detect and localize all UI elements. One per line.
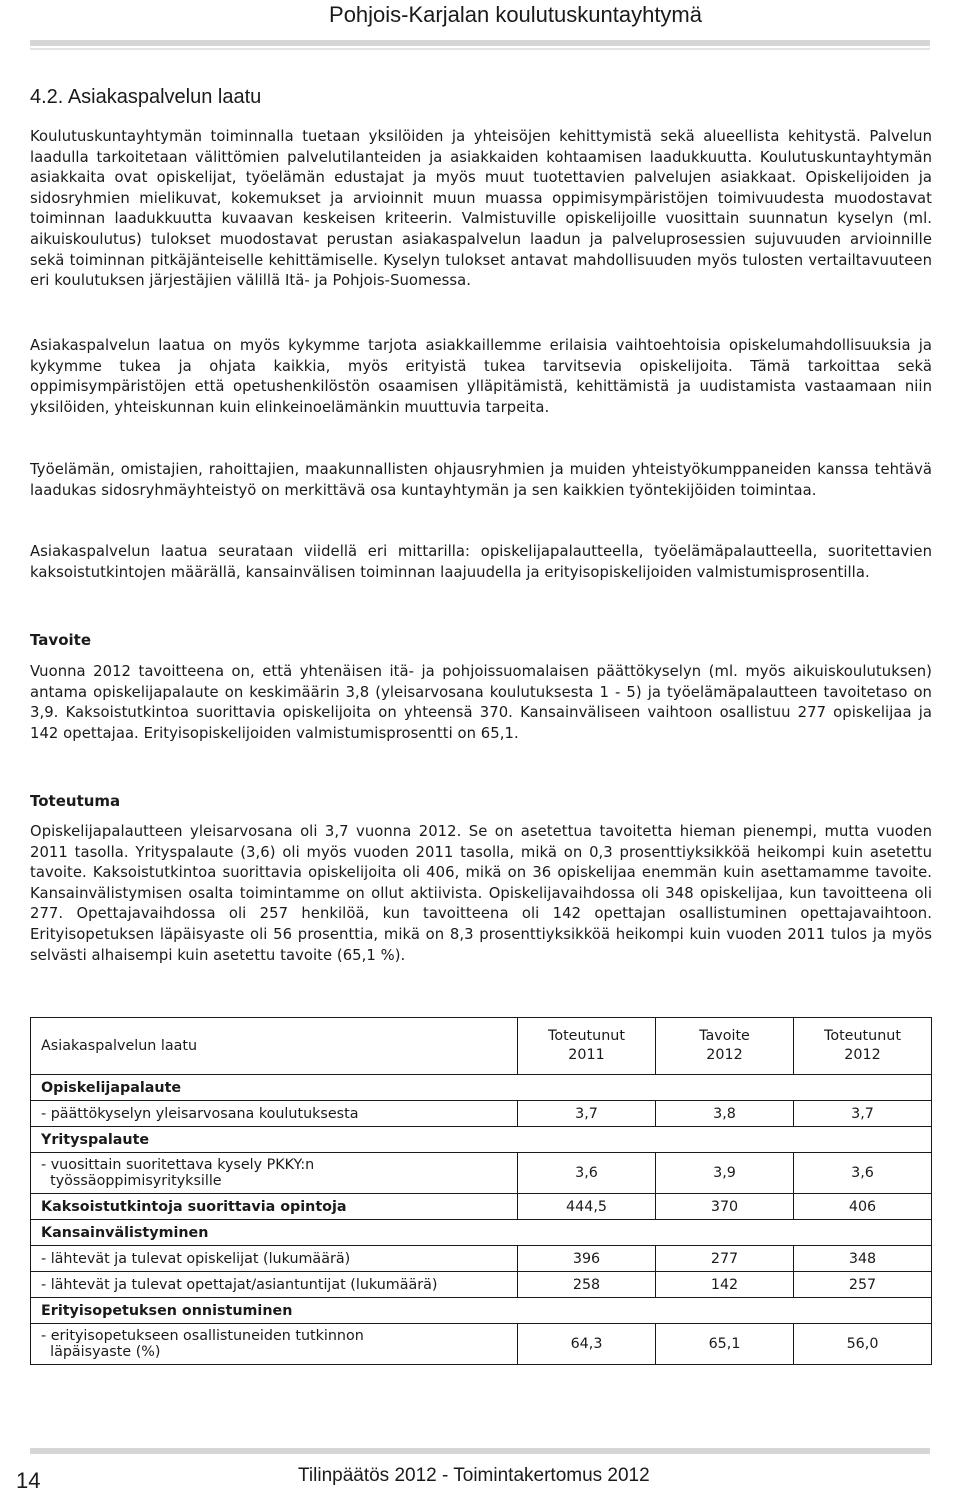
paragraph-indicators: Asiakaspalvelun laatua seurataan viidellä eri mittarilla: opiskelijapalautteella, työelämäpalautteella, suoritettavien kaksoistutkintojen määrällä, kansainvälisen toiminnan laajuudella ja erityisopiskelijoiden valmistumisprosentilla. [30,543,932,581]
row-label: - päättökyselyn yleisarvosana koulutuksesta [31,1101,518,1127]
cell-value: 3,7 [518,1101,656,1127]
row-label: - vuosittain suoritettava kysely PKKY:n työssäoppimisyrityksille [31,1153,518,1194]
header-divider-secondary [30,48,930,50]
cell-value: 3,6 [518,1153,656,1194]
cell-value: 142 [656,1272,794,1298]
cell-value: 277 [656,1246,794,1272]
cell-value: 348 [794,1246,932,1272]
table-row [31,1101,932,1127]
group-label: Erityisopetuksen onnistuminen [31,1298,932,1324]
cell-value: 258 [518,1272,656,1298]
row-label: - erityisopetukseen osallistuneiden tutkinnon läpäisyaste (%) [31,1324,518,1365]
cell-value: 64,3 [518,1324,656,1365]
table-group-row [31,1298,932,1324]
tavoite-heading: Tavoite [30,631,91,649]
row-label: Kaksoistutkintoja suorittavia opintoja [31,1194,518,1220]
customer-service-quality-table [30,1017,932,1365]
cell-value: 56,0 [794,1324,932,1365]
cell-value: 257 [794,1272,932,1298]
cell-value: 370 [656,1194,794,1220]
paragraph-stakeholders: Työelämän, omistajien, rahoittajien, maakunnallisten ohjausryhmien ja muiden yhteistyökumppaneiden kanssa tehtävä laadukas sidosryhmäyhteistyö on merkittävä osa kuntayhtymän ja sen kaikkien työntekijöiden toimintaa. [30,461,932,499]
header-col-toteutunut-2011: Toteutunut 2011 [518,1018,656,1075]
footer-title: Tilinpäätös 2012 - Toimintakertomus 2012 [298,1465,650,1486]
group-label: Kansainvälistyminen [31,1220,932,1246]
row-label: - lähtevät ja tulevat opiskelijat (lukumäärä) [31,1246,518,1272]
group-label: Opiskelijapalaute [31,1075,932,1101]
paragraph-customer-service: Asiakaspalvelun laatua on myös kykymme tarjota asiakkaillemme erilaisia vaihtoehtoisia opiskelumahdollisuuksia ja kykymme tukea ja ohjata kaikkia, myös erityistä tukea tarvitsevia opiskelijoita. Tämä tarkoittaa sekä oppimisympäristöjen että opetushenkilöstön osaamisen ylläpitämistä, kehittämistä ja uudistamista vastaamaan niin yksilöiden, yhteiskunnan kuin elinkeinoelämänkin muuttuvia tarpeita. [30,337,932,416]
cell-value: 396 [518,1246,656,1272]
table-group-row [31,1220,932,1246]
cell-value: 3,7 [794,1101,932,1127]
row-label: - lähtevät ja tulevat opettajat/asiantuntijat (lukumäärä) [31,1272,518,1298]
toteutuma-heading: Toteutuma [30,792,121,810]
table-row [31,1246,932,1272]
footer-divider [30,1448,930,1454]
table-row [31,1153,932,1194]
paragraph-intro: Koulutuskuntayhtymän toiminnalla tuetaan yksilöiden ja yhteisöjen kehittymistä sekä alueellista kehitystä. Palvelun laadulla tarkoitetaan välittömien palvelutilanteiden ja asiakkaiden kohtaamisen laadukkuutta. Koulutuskuntayhtymän asiakkaita ovat opiskelijat, työelämän edustajat ja myös muut tuotettavien palvelujen asiakkaat. Opiskelijoiden ja sidosryhmien mielikuvat, kokemukset ja arvioinnit muun muassa oppimisympäristöjen toimivuudesta muodostavat toiminnan laadukkuutta kuvaavan keskeisen kriteerin. Valmistuville opiskelijoille vuosittain suunnatun kyselyn (ml. aikuiskoulutus) tulokset muodostavat perustan asiakaspalvelun laadun ja palveluprosessien sujuvuuden arvioinnille sekä toiminnan pitkäjänteiselle kehittämiselle. Kyselyn tulokset antavat mahdollisuuden myös tulosten vertailtavuuteen eri koulutuksen järjestäjien välillä Itä- ja Pohjois-Suomessa. [30,128,932,290]
table-row [31,1272,932,1298]
cell-value: 444,5 [518,1194,656,1220]
cell-value: 3,8 [656,1101,794,1127]
header-col-tavoite-2012: Tavoite 2012 [656,1018,794,1075]
page-number: 14 [16,1468,41,1493]
table-group-row [31,1127,932,1153]
cell-value: 3,9 [656,1153,794,1194]
cell-value: 406 [794,1194,932,1220]
table-row [31,1324,932,1365]
toteutuma-text: Opiskelijapalautteen yleisarvosana oli 3,7 vuonna 2012. Se on asetettua tavoitetta hieman pienempi, mutta vuoden 2011 tasolla. Yrityspalaute (3,6) oli myös vuoden 2011 tasolla, mikä on 0,3 prosenttiyksikköä heikompi kuin asetettu tavoite. Kaksoistutkintoa suorittavia opiskelijoita oli 406, mikä on 36 opiskelijaa enemmän kuin asettamamme tavoite. Kansainvälistymisen osalta toimintamme on ollut aktiivista. Opiskelijavaihdossa oli 348 opiskelijaa, kun tavoitteena oli 277. Opettajavaihdossa oli 257 henkilöä, kun tavoitteena oli 142 opettajan osallistuminen opettajavaihtoon. Erityisopetuksen läpäisyaste oli 56 prosenttia, mikä on 8,3 prosenttiyksikköä heikompi kuin vuoden 2011 tulos ja myös selvästi alhaisempi kuin asetettu tavoite (65,1 %). [30,823,932,964]
section-heading: 4.2. Asiakaspalvelun laatu [30,86,262,108]
header-col-toteutunut-2012: Toteutunut 2012 [794,1018,932,1075]
group-label: Yrityspalaute [31,1127,932,1153]
document-header-title: Pohjois-Karjalan koulutuskuntayhtymä [329,2,702,27]
cell-value: 3,6 [794,1153,932,1194]
table-header-row [31,1018,932,1075]
table-row [31,1194,932,1220]
tavoite-text: Vuonna 2012 tavoitteena on, että yhtenäisen itä- ja pohjoissuomalaisen päättökyselyn (ml. myös aikuiskoulutuksen) antama opiskelijapalaute on keskimäärin 3,8 (yleisarvosana koulutuksesta 1 - 5) ja työelämäpalautteen tavoitetaso on 3,9. Kaksoistutkintoa suorittavia opiskelijoita on yhteensä 370. Kansainväliseen vaihtoon osallistuu 277 opiskelijaa ja 142 opettajaa. Erityisopiskelijoiden valmistumisprosentti on 65,1. [30,663,932,742]
table-group-row [31,1075,932,1101]
header-divider [30,40,930,46]
cell-value: 65,1 [656,1324,794,1365]
header-label: Asiakaspalvelun laatu [31,1018,518,1075]
